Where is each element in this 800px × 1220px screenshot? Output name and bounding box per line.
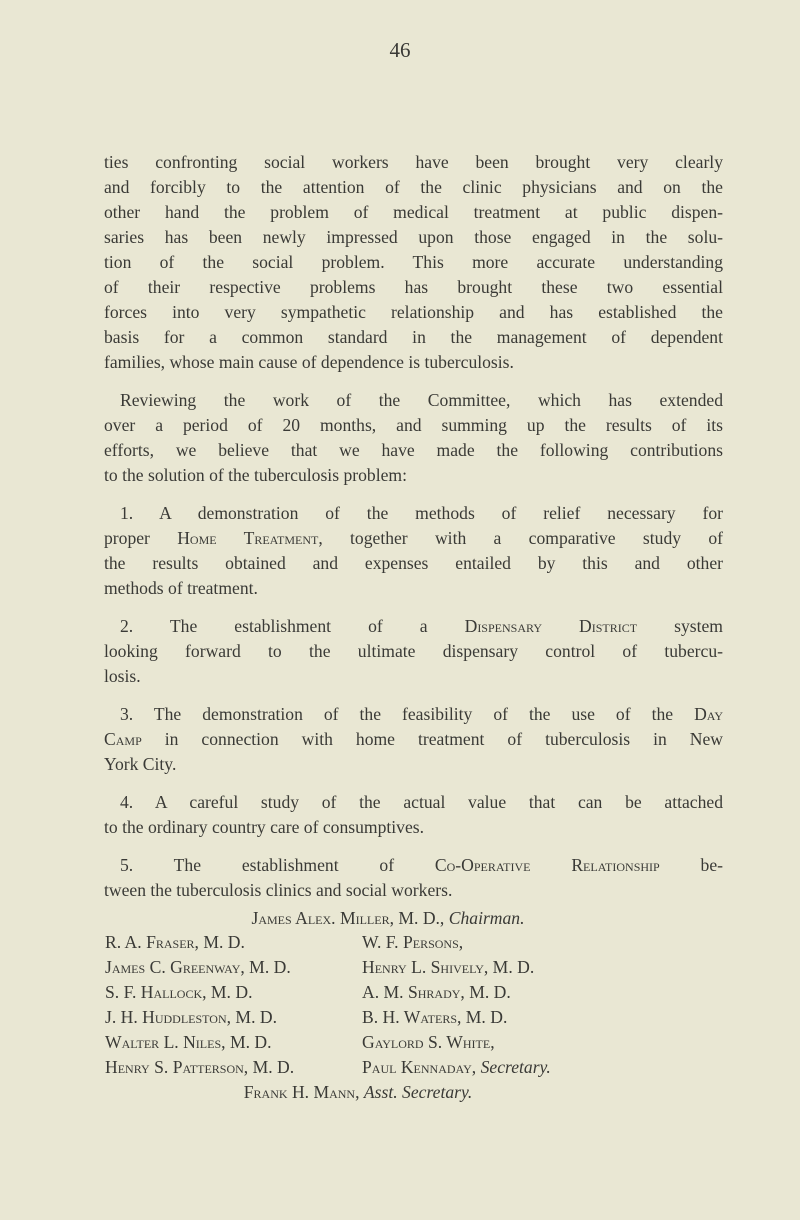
member-name: Henry S. Patterson, M. D. [105, 1057, 295, 1077]
text-line [104, 388, 723, 413]
member-name: James C. Greenway, M. D. [105, 957, 291, 977]
text-segment: the results obtained and expenses entailed by this and other [104, 553, 723, 573]
text-line [104, 350, 723, 375]
text-line [104, 526, 723, 551]
text-segment: in connection with home treatment of tuberculosis in New [141, 729, 723, 749]
paragraph [104, 388, 723, 488]
text-line [104, 752, 723, 777]
text-segment: basis for a common standard in the management of dependent [104, 327, 723, 347]
member-name: A. M. Shrady, M. D. [362, 982, 511, 1002]
small-caps-term: Dispensary District [464, 616, 638, 636]
text-line [104, 438, 723, 463]
text-line [104, 275, 723, 300]
text-segment: York City. [104, 754, 177, 774]
text-line [104, 614, 723, 639]
member-name: S. F. Hallock, M. D. [105, 982, 253, 1002]
text-segment: ties confronting social workers have been brought very clearly [104, 152, 723, 172]
committee-member [105, 955, 294, 980]
text-segment: to the solution of the tuberculosis problem: [104, 465, 407, 485]
text-segment: 3. The demonstration of the feasibility of the use of the [120, 704, 695, 724]
committee-member [105, 980, 294, 1005]
member-name: B. H. Waters, M. D. [362, 1007, 508, 1027]
member-name: Paul Kennaday, [362, 1057, 477, 1077]
text-segment: efforts, we believe that we have made the following contributions [104, 440, 723, 460]
committee-member [105, 930, 294, 955]
paragraph [104, 853, 723, 903]
text-segment: 5. The establishment of [120, 855, 435, 875]
text-segment: , together with a comparative study of [318, 528, 723, 548]
secretary-title: Secretary. [480, 1057, 551, 1077]
text-line [104, 250, 723, 275]
member-name: Henry L. Shively, M. D. [362, 957, 535, 977]
text-line [104, 576, 723, 601]
committee-member [105, 1055, 294, 1080]
text-segment: to the ordinary country care of consumptives. [104, 817, 425, 837]
body-text [104, 150, 723, 916]
paragraph [104, 702, 723, 777]
paragraph [104, 790, 723, 840]
text-segment: be- [659, 855, 723, 875]
text-segment: other hand the problem of medical treatment at public dispen- [104, 202, 723, 222]
assistant-secretary-signature [0, 1080, 800, 1105]
assistant-title: Asst. Secretary. [363, 1082, 473, 1102]
chairman-title: Chairman. [448, 908, 525, 928]
member-name: R. A. Fraser, M. D. [105, 932, 245, 952]
text-segment: over a period of 20 months, and summing up the results of its [104, 415, 723, 435]
text-segment: 2. The establishment of a [120, 616, 465, 636]
text-line [104, 463, 723, 488]
text-segment: saries has been newly impressed upon those engaged in the solu- [104, 227, 723, 247]
text-segment: 1. A demonstration of the methods of relief necessary for [120, 503, 723, 523]
text-segment: methods of treatment. [104, 578, 258, 598]
text-line [104, 727, 723, 752]
committee-member [105, 1005, 294, 1030]
committee-member [362, 1005, 551, 1030]
text-line [104, 325, 723, 350]
member-name: Gaylord S. White, [362, 1032, 495, 1052]
small-caps-term: Co-Operative Relationship [434, 855, 660, 875]
text-line [104, 200, 723, 225]
text-line [104, 150, 723, 175]
committee-member [362, 955, 551, 980]
committee-member [105, 1030, 294, 1055]
chairman-name: James Alex. Miller, M. D., [251, 908, 445, 928]
member-name: Walter L. Niles, M. D. [105, 1032, 272, 1052]
text-line [104, 501, 723, 526]
text-segment: tween the tuberculosis clinics and social workers. [104, 880, 453, 900]
paragraph [104, 150, 723, 375]
text-line [104, 790, 723, 815]
text-segment: 4. A careful study of the actual value that can be attached [120, 792, 723, 812]
text-line [104, 639, 723, 664]
text-line [104, 702, 723, 727]
paragraph [104, 501, 723, 601]
paragraph [104, 614, 723, 689]
committee-member [362, 930, 551, 955]
small-caps-term: Home Treatment [177, 528, 319, 548]
text-segment: and forcibly to the attention of the clinic physicians and on the [104, 177, 723, 197]
text-line [104, 853, 723, 878]
committee-member [362, 1030, 551, 1055]
small-caps-term: Camp [104, 729, 142, 749]
text-line [104, 225, 723, 250]
text-segment: Reviewing the work of the Committee, which has extended [120, 390, 723, 410]
text-segment: losis. [104, 666, 141, 686]
signatures-right-column [362, 930, 551, 1080]
text-segment: system [637, 616, 723, 636]
text-segment: of their respective problems has brought these two essential [104, 277, 723, 297]
small-caps-term: Day [694, 704, 723, 724]
text-segment: proper [104, 528, 178, 548]
committee-member [362, 1055, 551, 1080]
text-segment: looking forward to the ultimate dispensary control of tubercu- [104, 641, 723, 661]
text-line [104, 551, 723, 576]
member-name: J. H. Huddleston, M. D. [105, 1007, 277, 1027]
text-line [104, 878, 723, 903]
text-line [104, 815, 723, 840]
signatures-left-column [105, 930, 294, 1080]
chairman-signature [0, 906, 800, 931]
text-line [104, 664, 723, 689]
committee-member [362, 980, 551, 1005]
text-segment: tion of the social problem. This more accurate understanding [104, 252, 723, 272]
member-name: W. F. Persons, [362, 932, 464, 952]
page-number: 46 [389, 38, 411, 62]
text-line [104, 300, 723, 325]
text-segment: families, whose main cause of dependence is tuberculosis. [104, 352, 514, 372]
text-line [104, 413, 723, 438]
assistant-name: Frank H. Mann, [243, 1082, 360, 1102]
text-line [104, 175, 723, 200]
text-segment: forces into very sympathetic relationship and has established the [104, 302, 723, 322]
